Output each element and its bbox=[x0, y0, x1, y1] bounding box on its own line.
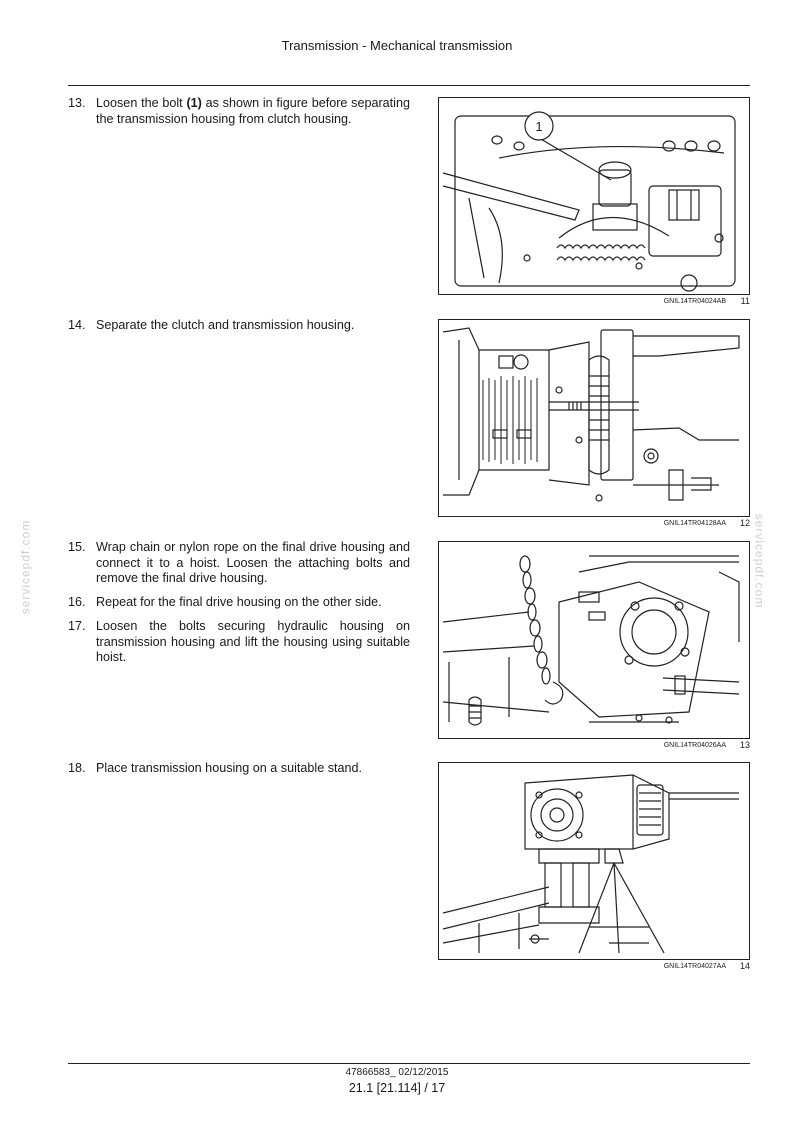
figure-number: 12 bbox=[739, 518, 750, 528]
figure-13-caption bbox=[438, 740, 750, 752]
footer-page-number: 21.1 [21.114] / 17 bbox=[348, 1081, 446, 1095]
figure-12-housing-separation bbox=[438, 319, 750, 517]
chain-icon bbox=[520, 556, 563, 704]
figure-11-bolt-loosening bbox=[438, 97, 750, 295]
step-13 bbox=[68, 96, 410, 127]
step-number: 18. bbox=[68, 761, 86, 775]
step-17 bbox=[68, 619, 410, 666]
header-rule bbox=[68, 85, 750, 86]
figure-code: GNIL14TR04128AA bbox=[663, 520, 726, 527]
figure-12-illustration bbox=[439, 320, 749, 516]
figure-code: GNIL14TR04024AB bbox=[663, 298, 726, 305]
step-number: 14. bbox=[68, 318, 86, 332]
page-header-title: Transmission - Mechanical transmission bbox=[281, 38, 513, 53]
watermark-right: servicepdf.com bbox=[752, 513, 767, 609]
callout-reference: (1) bbox=[186, 96, 202, 110]
figure-number: 11 bbox=[740, 296, 750, 306]
step-18 bbox=[68, 761, 410, 777]
step-number: 17. bbox=[68, 619, 86, 633]
step-number: 13. bbox=[68, 96, 86, 110]
step-number: 15. bbox=[68, 540, 86, 554]
watermark-left: servicepdf.com bbox=[18, 519, 33, 615]
figure-11-caption bbox=[438, 296, 750, 308]
step-16 bbox=[68, 595, 410, 611]
figure-13-illustration bbox=[439, 542, 749, 738]
step-text: Loosen the bolts securing hydraulic housing on transmission housing and lift the housing using suitable hoist. bbox=[96, 619, 410, 664]
footer-document-number: 47866583_ 02/12/2015 bbox=[345, 1067, 449, 1078]
step-14 bbox=[68, 318, 410, 334]
figure-14-illustration bbox=[439, 763, 749, 959]
step-text: Wrap chain or nylon rope on the final drive housing and connect it to a hoist. Loosen the attaching bolts and remove the final drive housing. bbox=[96, 540, 410, 585]
step-text-part: as shown in figure before separating the transmission housing from clutch housing. bbox=[96, 96, 410, 126]
step-text: Repeat for the final drive housing on the other side. bbox=[96, 595, 382, 609]
figure-12-caption bbox=[438, 518, 750, 530]
step-text bbox=[96, 96, 410, 127]
footer-rule bbox=[68, 1063, 750, 1064]
step-text-part: Loosen the bolt bbox=[96, 96, 187, 110]
figure-number: 13 bbox=[739, 740, 750, 750]
figure-number: 14 bbox=[739, 961, 750, 971]
figure-11-illustration bbox=[439, 98, 749, 294]
step-number: 16. bbox=[68, 595, 86, 609]
step-15 bbox=[68, 540, 410, 587]
step-text: Separate the clutch and transmission housing. bbox=[96, 318, 355, 332]
figure-13-final-drive-hoist bbox=[438, 541, 750, 739]
figure-code: GNIL14TR04026AA bbox=[663, 742, 726, 749]
figure-14-housing-on-stand bbox=[438, 762, 750, 960]
figure-code: GNIL14TR04027AA bbox=[663, 963, 726, 970]
figure-14-caption bbox=[438, 961, 750, 973]
step-text: Place transmission housing on a suitable stand. bbox=[96, 761, 363, 775]
callout-1-label: 1 bbox=[535, 119, 543, 134]
